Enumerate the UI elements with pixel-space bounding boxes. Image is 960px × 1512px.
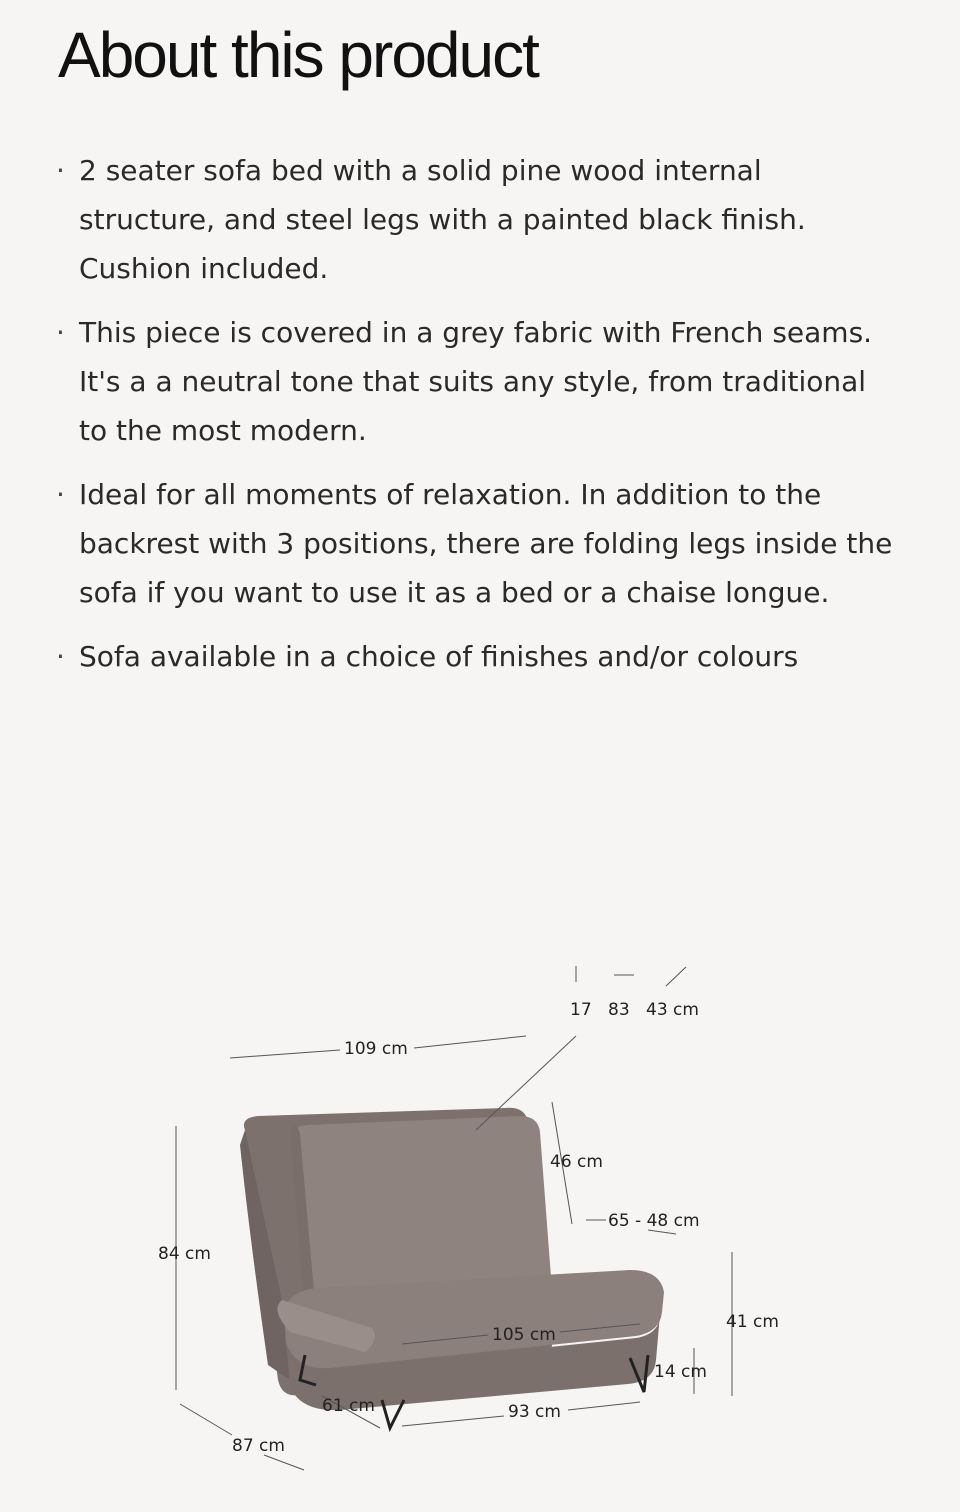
- feature-text: This piece is covered in a grey fabric with French seams. It's a a neutral tone that suits any style, from traditional to the most modern.: [79, 316, 873, 447]
- feature-list: [56, 146, 896, 696]
- overall-width-label: 109 cm: [344, 1039, 408, 1059]
- feature-item: [56, 470, 896, 617]
- page-title: About this product: [58, 19, 538, 91]
- leg-span-line-right: [568, 1402, 640, 1410]
- side-depth-label: 61 cm: [322, 1396, 375, 1416]
- dimensions-diagram: [0, 940, 960, 1500]
- seat-depth-label: 65 - 48 cm: [608, 1211, 700, 1231]
- bullet-icon: ·: [56, 478, 65, 511]
- width-line-right: [414, 1036, 526, 1048]
- cushion-height-label: 17: [570, 1000, 592, 1020]
- backrest-height-label: 46 cm: [550, 1152, 603, 1172]
- cushion-leader: [476, 1036, 576, 1130]
- width-line-left: [230, 1050, 340, 1058]
- seat-width-label: 105 cm: [492, 1325, 556, 1345]
- feature-text: Ideal for all moments of relaxation. In addition to the backrest with 3 positions, there are folding legs inside the sofa if you want to use it as a bed or a chaise longue.: [79, 478, 893, 609]
- bullet-icon: ·: [56, 316, 65, 349]
- feature-item: [56, 146, 896, 293]
- bullet-icon: ·: [56, 640, 65, 673]
- cushion-depth-arrow: [666, 967, 686, 986]
- leg-height-label: 14 cm: [654, 1362, 707, 1382]
- overall-height-label: 84 cm: [158, 1244, 211, 1264]
- feature-item: [56, 632, 896, 681]
- feature-text: 2 seater sofa bed with a solid pine wood internal structure, and steel legs with a painted black finish. Cushion included.: [79, 154, 806, 285]
- cushion-width-label: 83: [608, 1000, 630, 1020]
- bullet-icon: ·: [56, 154, 65, 187]
- leg-span-label: 93 cm: [508, 1402, 561, 1422]
- cushion-depth-label: 43 cm: [646, 1000, 699, 1020]
- depth-line-top: [180, 1404, 232, 1435]
- feature-item: [56, 308, 896, 455]
- feature-text: Sofa available in a choice of finishes and/or colours: [79, 640, 799, 673]
- leg-span-line-left: [402, 1416, 504, 1426]
- seat-height-label: 41 cm: [726, 1312, 779, 1332]
- overall-depth-label: 87 cm: [232, 1436, 285, 1456]
- depth-line-bottom: [264, 1455, 304, 1470]
